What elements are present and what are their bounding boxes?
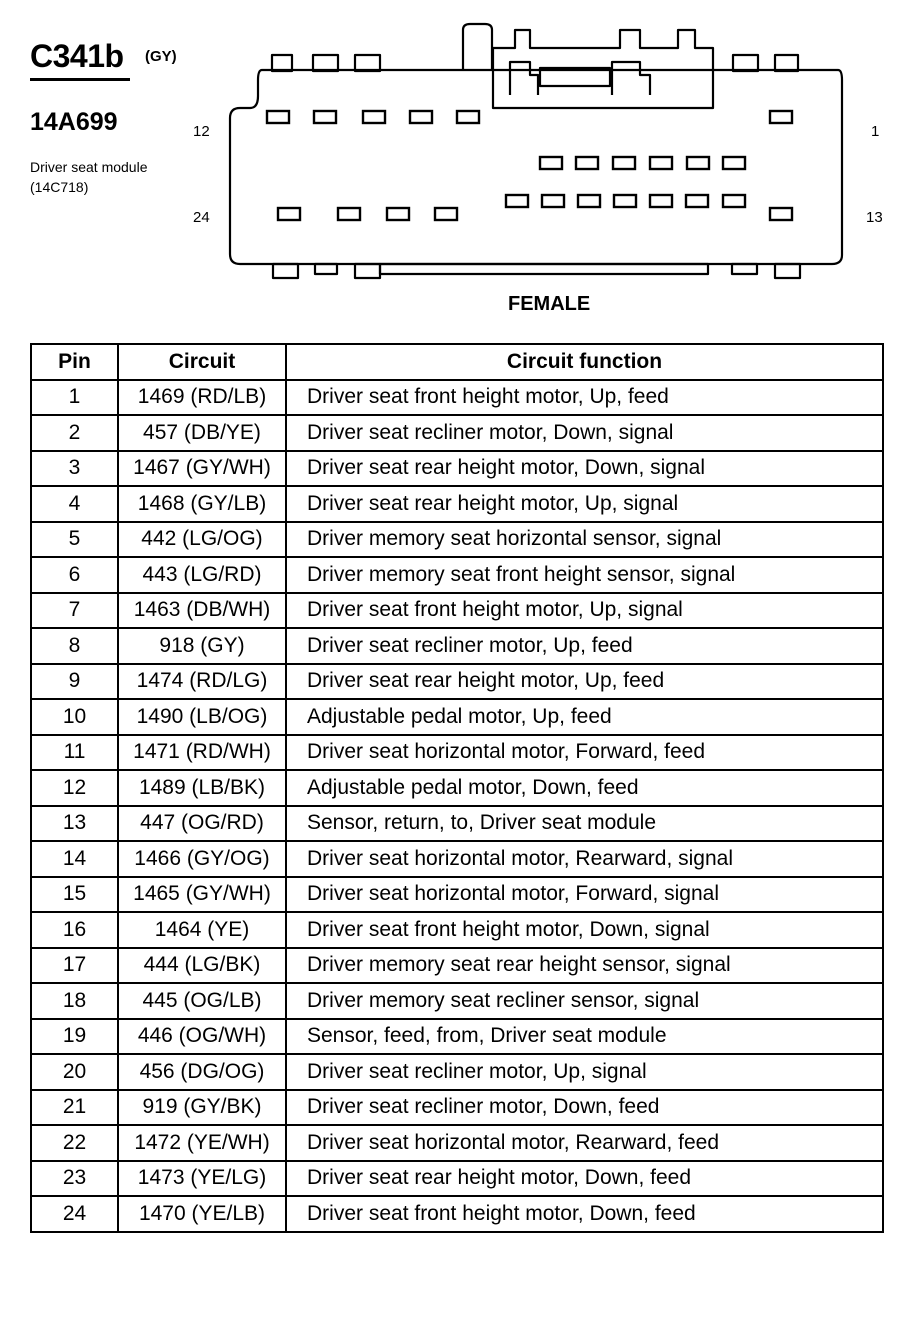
bottom-tab xyxy=(380,264,708,274)
function-cell: Driver seat recliner motor, Down, feed xyxy=(286,1090,883,1126)
pin-cell: 13 xyxy=(31,806,118,842)
pin-cavity xyxy=(338,208,360,220)
table-body xyxy=(31,380,883,1232)
function-cell: Driver memory seat front height sensor, signal xyxy=(286,557,883,593)
circuit-cell: 1469 (RD/LB) xyxy=(118,380,286,416)
pin-cavity xyxy=(613,157,635,169)
pin-cell: 17 xyxy=(31,948,118,984)
pin-cell: 19 xyxy=(31,1019,118,1055)
table-row xyxy=(31,486,883,522)
pin-cavity xyxy=(578,195,600,207)
pin-cell: 16 xyxy=(31,912,118,948)
function-cell: Driver seat horizontal motor, Rearward, signal xyxy=(286,841,883,877)
function-cell: Driver memory seat rear height sensor, signal xyxy=(286,948,883,984)
function-cell: Driver seat front height motor, Up, signal xyxy=(286,593,883,629)
pin-cavity xyxy=(267,111,289,123)
function-cell: Sensor, feed, from, Driver seat module xyxy=(286,1019,883,1055)
function-cell: Driver seat rear height motor, Up, signal xyxy=(286,486,883,522)
pin-cavity xyxy=(278,208,300,220)
table-row xyxy=(31,593,883,629)
pin-cavity xyxy=(542,195,564,207)
column-header-circuit: Circuit xyxy=(118,344,286,380)
table-row xyxy=(31,735,883,771)
pin-cell: 11 xyxy=(31,735,118,771)
function-cell: Driver seat front height motor, Up, feed xyxy=(286,380,883,416)
pin-cell: 15 xyxy=(31,877,118,913)
top-latch-tab xyxy=(355,55,380,71)
table-row xyxy=(31,415,883,451)
latch-detail xyxy=(510,62,538,95)
top-latch-tab xyxy=(775,55,798,71)
pin-cell: 14 xyxy=(31,841,118,877)
pin-cavity xyxy=(770,111,792,123)
function-cell: Driver seat recliner motor, Down, signal xyxy=(286,415,883,451)
circuit-cell: 1471 (RD/WH) xyxy=(118,735,286,771)
pin-label-top-right: 1 xyxy=(871,123,880,140)
table-row xyxy=(31,628,883,664)
pin-cell: 18 xyxy=(31,983,118,1019)
circuit-cell: 456 (DG/OG) xyxy=(118,1054,286,1090)
pin-label-bottom-right: 13 xyxy=(866,209,883,226)
function-cell: Driver seat recliner motor, Up, feed xyxy=(286,628,883,664)
table-row xyxy=(31,699,883,735)
circuit-cell: 1474 (RD/LG) xyxy=(118,664,286,700)
pin-cell: 6 xyxy=(31,557,118,593)
table-row xyxy=(31,877,883,913)
pin-cell: 24 xyxy=(31,1196,118,1232)
function-cell: Driver memory seat horizontal sensor, signal xyxy=(286,522,883,558)
table-row xyxy=(31,1054,883,1090)
function-cell: Driver seat front height motor, Down, feed xyxy=(286,1196,883,1232)
table-header-row xyxy=(31,344,883,380)
description-line-2: (14C718) xyxy=(30,179,89,195)
circuit-cell: 1467 (GY/WH) xyxy=(118,451,286,487)
pin-cavity xyxy=(723,157,745,169)
pin-cell: 2 xyxy=(31,415,118,451)
function-cell: Adjustable pedal motor, Up, feed xyxy=(286,699,883,735)
circuit-cell: 918 (GY) xyxy=(118,628,286,664)
table-row xyxy=(31,1161,883,1197)
table-row xyxy=(31,1125,883,1161)
table-row xyxy=(31,983,883,1019)
circuit-cell: 1468 (GY/LB) xyxy=(118,486,286,522)
pin-cell: 12 xyxy=(31,770,118,806)
pin-cell: 10 xyxy=(31,699,118,735)
function-cell: Driver memory seat recliner sensor, signal xyxy=(286,983,883,1019)
function-cell: Driver seat recliner motor, Up, signal xyxy=(286,1054,883,1090)
description-line-1: Driver seat module xyxy=(30,159,148,175)
circuit-cell: 457 (DB/YE) xyxy=(118,415,286,451)
pin-cavity xyxy=(410,111,432,123)
table-row xyxy=(31,1090,883,1126)
top-latch-tab xyxy=(313,55,338,71)
pin-cell: 8 xyxy=(31,628,118,664)
pin-cell: 20 xyxy=(31,1054,118,1090)
circuit-cell: 446 (OG/WH) xyxy=(118,1019,286,1055)
function-cell: Driver seat rear height motor, Up, feed xyxy=(286,664,883,700)
function-cell: Driver seat horizontal motor, Forward, signal xyxy=(286,877,883,913)
function-cell: Sensor, return, to, Driver seat module xyxy=(286,806,883,842)
pin-cell: 22 xyxy=(31,1125,118,1161)
circuit-cell: 444 (LG/BK) xyxy=(118,948,286,984)
function-cell: Driver seat rear height motor, Down, signal xyxy=(286,451,883,487)
connector-id: C341b xyxy=(30,38,124,74)
function-cell: Driver seat front height motor, Down, signal xyxy=(286,912,883,948)
bottom-tab xyxy=(355,264,380,278)
function-cell: Driver seat horizontal motor, Rearward, feed xyxy=(286,1125,883,1161)
circuit-cell: 1470 (YE/LB) xyxy=(118,1196,286,1232)
circuit-cell: 1489 (LB/BK) xyxy=(118,770,286,806)
part-number: 14A699 xyxy=(30,108,118,136)
table-row xyxy=(31,770,883,806)
pinout-table xyxy=(30,343,884,1233)
connector-gender: FEMALE xyxy=(508,293,591,315)
table-row xyxy=(31,841,883,877)
pin-cavity xyxy=(540,157,562,169)
circuit-cell: 447 (OG/RD) xyxy=(118,806,286,842)
pin-cell: 23 xyxy=(31,1161,118,1197)
pin-cavity xyxy=(576,157,598,169)
pin-cavity xyxy=(770,208,792,220)
pin-cavity xyxy=(687,157,709,169)
connector-color-code: (GY) xyxy=(145,48,177,65)
pin-cell: 9 xyxy=(31,664,118,700)
circuit-cell: 443 (LG/RD) xyxy=(118,557,286,593)
connector-body xyxy=(230,70,842,264)
latch-detail xyxy=(463,24,492,71)
latch-detail xyxy=(612,62,650,95)
pin-label-bottom-left: 24 xyxy=(193,209,210,226)
function-cell: Adjustable pedal motor, Down, feed xyxy=(286,770,883,806)
column-header-pin: Pin xyxy=(31,344,118,380)
circuit-cell: 1466 (GY/OG) xyxy=(118,841,286,877)
pin-cavity xyxy=(723,195,745,207)
table-row xyxy=(31,948,883,984)
pin-cavity xyxy=(650,195,672,207)
circuit-cell: 1465 (GY/WH) xyxy=(118,877,286,913)
pin-cell: 1 xyxy=(31,380,118,416)
circuit-cell: 445 (OG/LB) xyxy=(118,983,286,1019)
table-row xyxy=(31,912,883,948)
table-row xyxy=(31,557,883,593)
table-row xyxy=(31,522,883,558)
pin-cavity xyxy=(314,111,336,123)
circuit-cell: 1490 (LB/OG) xyxy=(118,699,286,735)
table-row xyxy=(31,664,883,700)
connector-face-diagram xyxy=(0,0,908,330)
pin-label-top-left: 12 xyxy=(193,123,210,140)
table-row xyxy=(31,1196,883,1232)
bottom-tab xyxy=(732,264,757,274)
pin-cavity xyxy=(686,195,708,207)
pin-cavity xyxy=(457,111,479,123)
pin-cavity xyxy=(435,208,457,220)
column-header-function: Circuit function xyxy=(286,344,883,380)
pin-cell: 5 xyxy=(31,522,118,558)
circuit-cell: 1473 (YE/LG) xyxy=(118,1161,286,1197)
circuit-cell: 1464 (YE) xyxy=(118,912,286,948)
pin-cell: 3 xyxy=(31,451,118,487)
top-latch-tab xyxy=(733,55,758,71)
table-row xyxy=(31,1019,883,1055)
pin-cell: 4 xyxy=(31,486,118,522)
pin-cell: 7 xyxy=(31,593,118,629)
bottom-tab xyxy=(273,264,298,278)
top-latch-tab xyxy=(272,55,292,71)
pin-cavity xyxy=(506,195,528,207)
circuit-cell: 1463 (DB/WH) xyxy=(118,593,286,629)
circuit-cell: 442 (LG/OG) xyxy=(118,522,286,558)
circuit-cell: 1472 (YE/WH) xyxy=(118,1125,286,1161)
circuit-cell: 919 (GY/BK) xyxy=(118,1090,286,1126)
pin-cavity xyxy=(387,208,409,220)
bottom-tab xyxy=(775,264,800,278)
table-row xyxy=(31,451,883,487)
pin-cavity xyxy=(650,157,672,169)
pin-cavity xyxy=(614,195,636,207)
function-cell: Driver seat rear height motor, Down, feed xyxy=(286,1161,883,1197)
pin-cell: 21 xyxy=(31,1090,118,1126)
table-row xyxy=(31,380,883,416)
bottom-tab xyxy=(315,264,337,274)
table-row xyxy=(31,806,883,842)
function-cell: Driver seat horizontal motor, Forward, feed xyxy=(286,735,883,771)
pin-cavity xyxy=(363,111,385,123)
